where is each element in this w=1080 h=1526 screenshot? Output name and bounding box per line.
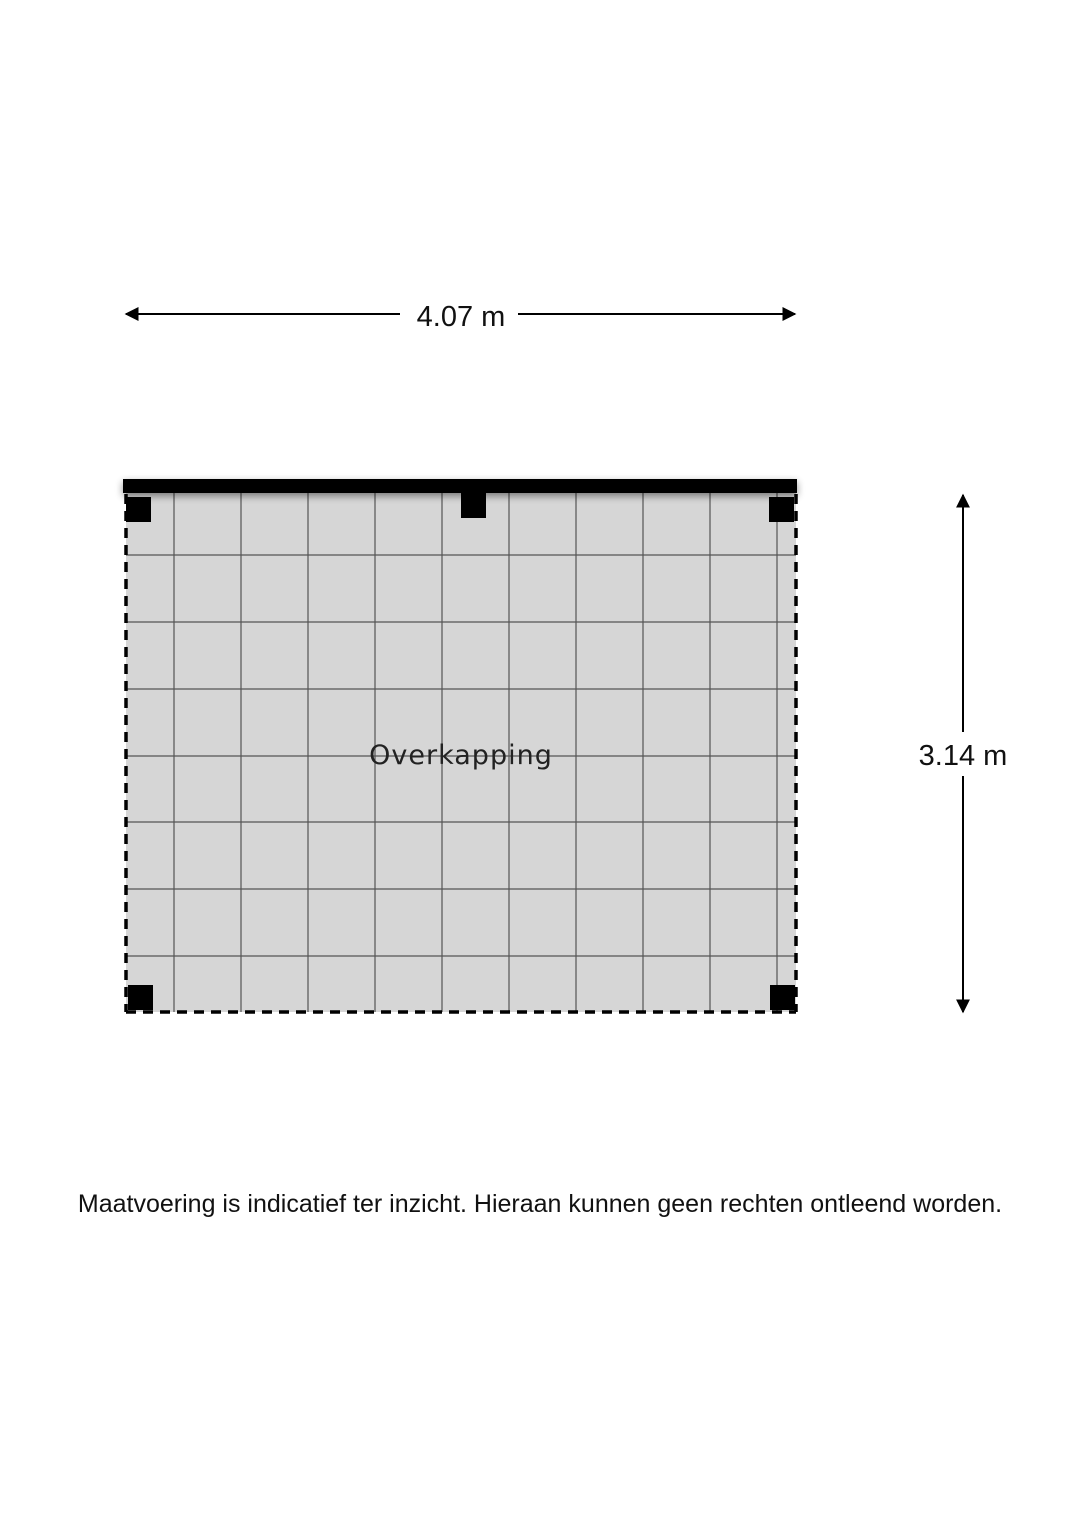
height-dimension [919,495,1008,1012]
post-top-middle [461,493,486,518]
post-bottom-right [770,985,795,1010]
width-dimension [126,301,795,333]
post-top-right [769,497,794,522]
back-wall [123,479,797,493]
disclaimer-text: Maatvoering is indicatief ter inzicht. Hieraan kunnen geen rechten ontleend worden. [77,1190,1003,1218]
room-label: Overkapping [369,740,553,771]
width-label: 4.07 m [416,301,506,333]
height-label: 3.14 m [918,740,1008,772]
post-top-left [126,497,151,522]
post-bottom-left [128,985,153,1010]
